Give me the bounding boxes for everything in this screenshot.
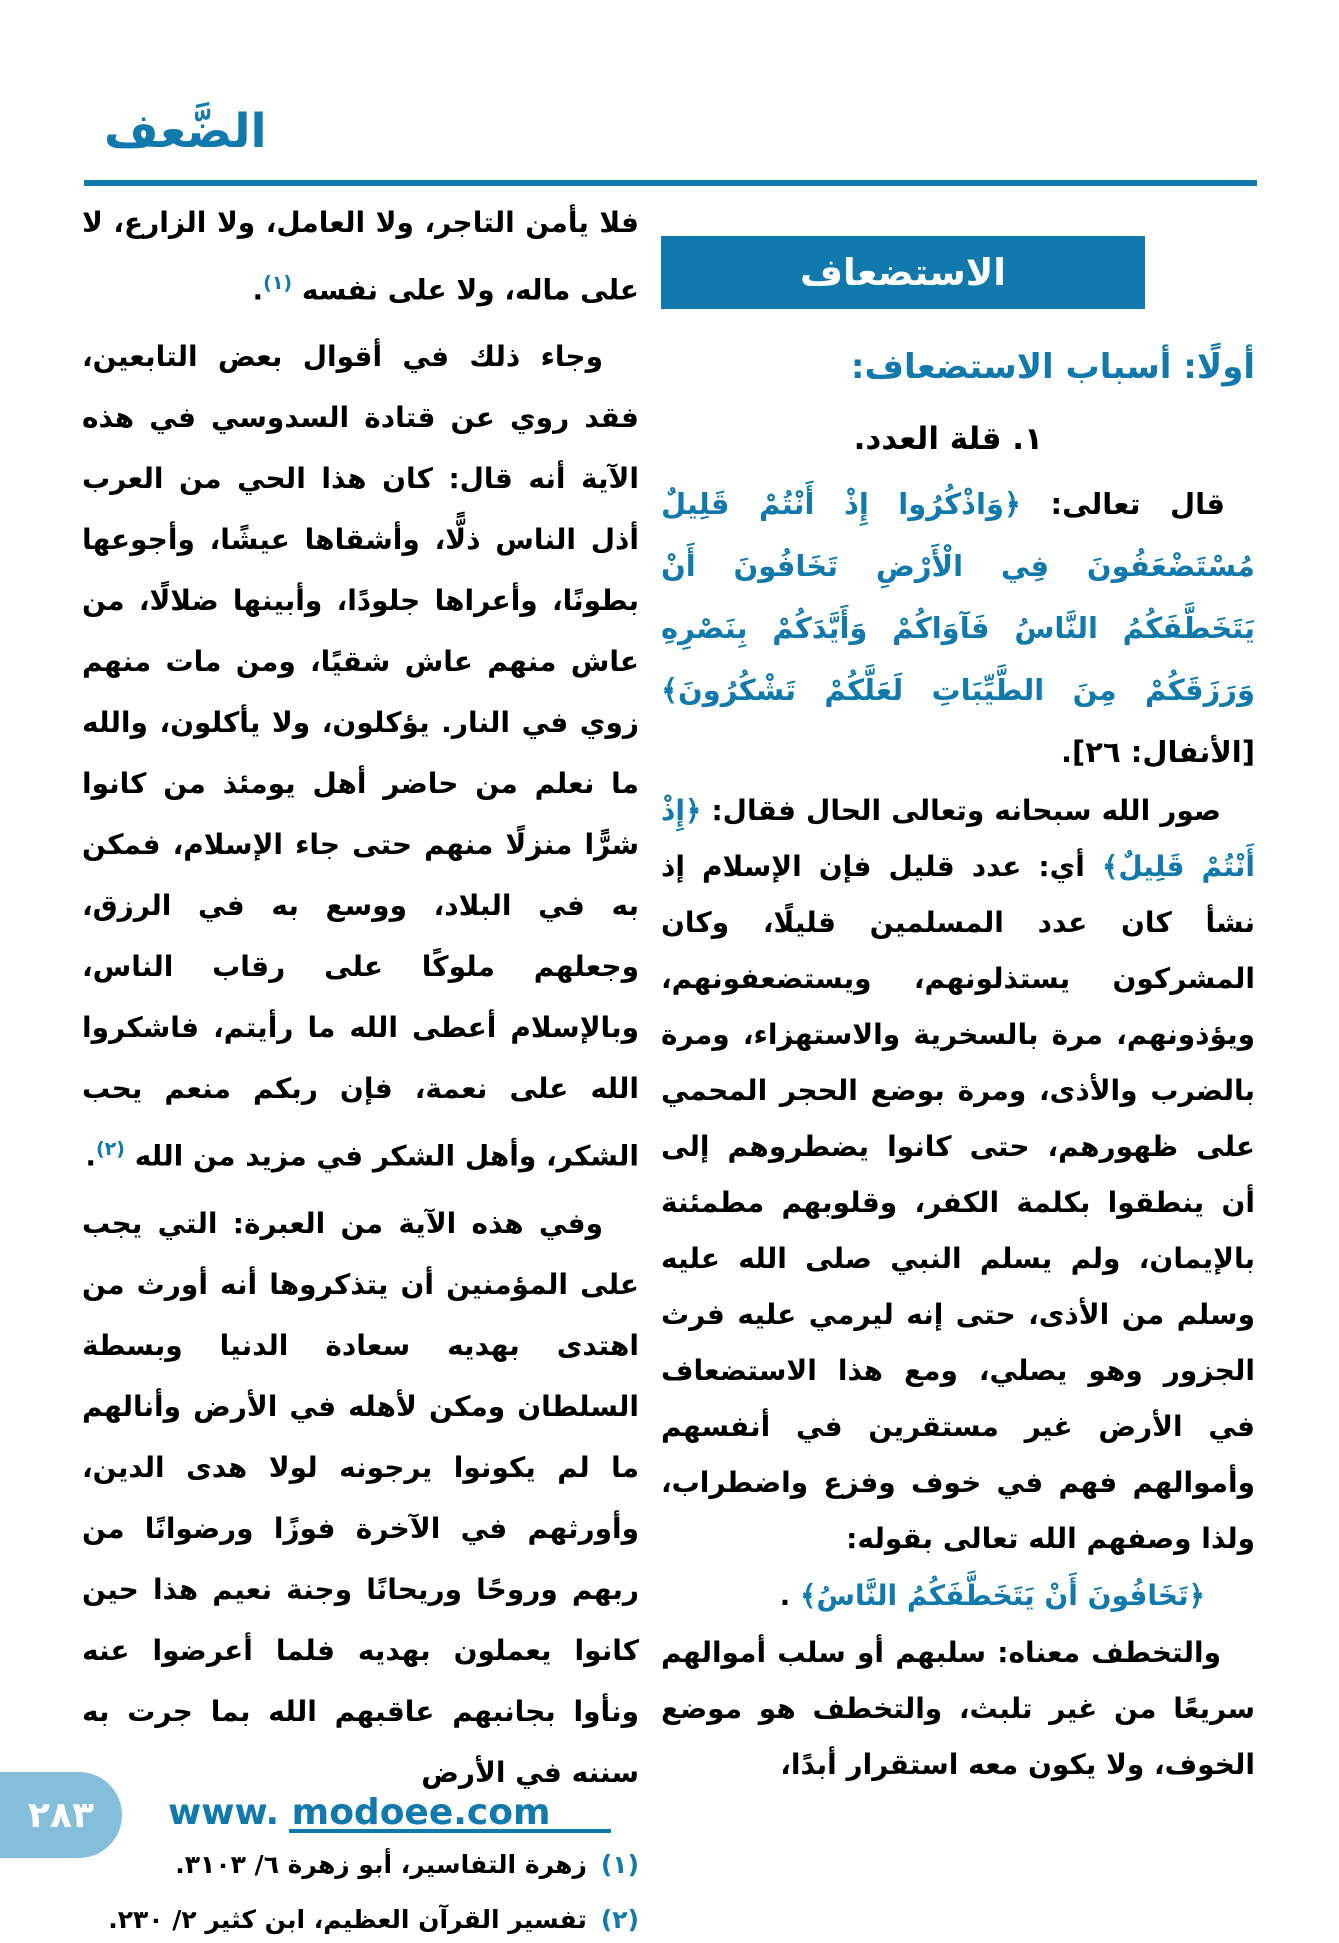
- tafsir-paragraph: [661, 783, 1255, 1567]
- page-number-badge: [0, 1772, 122, 1858]
- footnote-number: (١): [600, 1849, 639, 1879]
- quran-verse-text: ﴿وَاذْكُرُوا إِذْ أَنْتُمْ قَلِيلٌ مُسْتَضْعَفُونَ فِي الْأَرْضِ تَخَافُونَ أَنْ يَتَخَطَّفَكُمُ النَّاسُ فَآوَاكُمْ وَأَيَّدَكُمْ بِنَصْرِهِ وَرَزَقَكُمْ مِنَ الطَّيِّبَاتِ لَعَلَّكُمْ تَشْكُرُونَ﴾: [661, 487, 1255, 707]
- page-number: ٢٨٣: [28, 1794, 94, 1836]
- footnote-item: [82, 1841, 639, 1888]
- body-paragraph: [82, 192, 639, 320]
- website-url: www. modoee.com: [168, 1792, 551, 1833]
- quran-quote-line: [661, 1567, 1255, 1625]
- closing-paragraph: والتخطف معناه: سلبهم أو سلب أموالهم سريعًا من غير تلبث، والتخطف هو موضع الخوف، ولا يكون معه استقرار أبدًا،: [661, 1636, 1255, 1781]
- paragraph-text: فلا يأمن التاجر، ولا العامل، ولا الزارع، لا على ماله، ولا على نفسه: [82, 206, 639, 307]
- verse-intro: قال تعالى:: [1050, 487, 1225, 521]
- footnote-ref-1: (١): [263, 272, 293, 294]
- verse-reference: [الأنفال: ٢٦].: [1061, 735, 1255, 769]
- quran-verse-paragraph: [661, 473, 1255, 783]
- quran-quote-text: ﴿تَخَافُونَ أَنْ يَتَخَطَّفَكُمُ النَّاسُ﴾: [799, 1579, 1205, 1612]
- footnote-ref-2: (٢): [95, 1138, 125, 1161]
- tafsir-body: أي: عدد قليل فإن الإسلام إذ نشأ كان عدد المسلمين قليلًا، وكان المشركون يستذلونهم، ويستضعفونهم، ويؤذونهم، مرة بالسخرية والاستهزاء، ومرة بالضرب والأذى، ومرة بوضع الحجر المحمي على ظهورهم، حتى كانوا يضطروهم إلى أن ينطقوا بكلمة الكفر، وقلوبهم مطمئنة بالإيمان، ولم يسلم النبي صلى الله عليه وسلم من الأذى، حتى إنه ليرمي عليه فرث الجزور وهو يصلي، ومع هذا الاستضعاف في الأرض غير مستقرين في أنفسهم وأموالهم فهم في خوف وفزع واضطراب، ولذا وصفهم الله تعالى بقوله:: [661, 850, 1255, 1555]
- tafsir-intro: صور الله سبحانه وتعالى الحال فقال:: [711, 794, 1221, 827]
- footnote-text: تفسير القرآن العظيم، ابن كثير ٢/ ٢٣٠.: [108, 1904, 587, 1934]
- chapter-title: الضَّعف: [104, 104, 267, 159]
- subsection-heading: أولًا: أسباب الاستضعاف:: [850, 347, 1255, 387]
- point-heading: ١. قلة العدد.: [853, 421, 1043, 457]
- paragraph-period: .: [252, 273, 264, 307]
- section-banner-label: الاستضعاف: [800, 251, 1006, 294]
- footnote-number: (٢): [600, 1904, 639, 1934]
- footnotes: [82, 1829, 639, 1943]
- quote-period: .: [779, 1579, 791, 1612]
- footnote-text: زهرة التفاسير، أبو زهرة ٦/ ٣١٠٣.: [175, 1849, 587, 1879]
- section-banner: [661, 236, 1145, 309]
- page-columns: [82, 192, 1255, 1943]
- quran-quote-inline: ﴿إِذْ أَنْتُمْ قَلِيلٌ﴾: [661, 794, 1256, 883]
- header-divider: [84, 180, 1257, 186]
- footnote-item: [82, 1896, 639, 1943]
- body-paragraph: وفي هذه الآية من العبرة: التي يجب على المؤمنين أن يتذكروها أنه أورث من اهتدى بهديه سعادة الدنيا وبسطة السلطان ومكن لأهله في الأرض وأنالهم ما لم يكونوا يرجونه لولا هدى الدين، وأورثهم في الآخرة فوزًا ورضوانًا من ربهم وروحًا وريحانًا وجنة نعيم هذا حين كانوا يعملون بهديه فلما أعرضوا عنه ونأوا بجانبهم عاقبهم الله بما جرت به سننه في الأرض: [82, 1206, 639, 1789]
- paragraph-text: وجاء ذلك في أقوال بعض التابعين، فقد روي عن قتادة السدوسي في هذه الآية أنه قال: كان هذا الحي من العرب أذل الناس ذلًّا، وأشقاها عيشًا، وأجوعها بطونًا، وأعراها جلودًا، وأبينها ضلالًا، من عاش منهم عاش شقيًا، ومن مات منهم زوي في النار. يؤكلون، ولا يأكلون، والله ما نعلم من حاضر أهل يومئذ من كانوا شرًّا منزلًا منهم حتى جاء الإسلام، فمكن به في البلاد، ووسع به في الرزق، وجعلهم ملوكًا على رقاب الناس، وبالإسلام أعطى الله ما رأيتم، فاشكروا الله على نعمة، فإن ربكم منعم يحب الشكر، وأهل الشكر في مزيد من الله: [82, 340, 639, 1173]
- paragraph-period: .: [85, 1139, 96, 1173]
- body-paragraph: [82, 326, 639, 1186]
- left-column: [82, 192, 639, 1943]
- right-column: [661, 192, 1255, 1793]
